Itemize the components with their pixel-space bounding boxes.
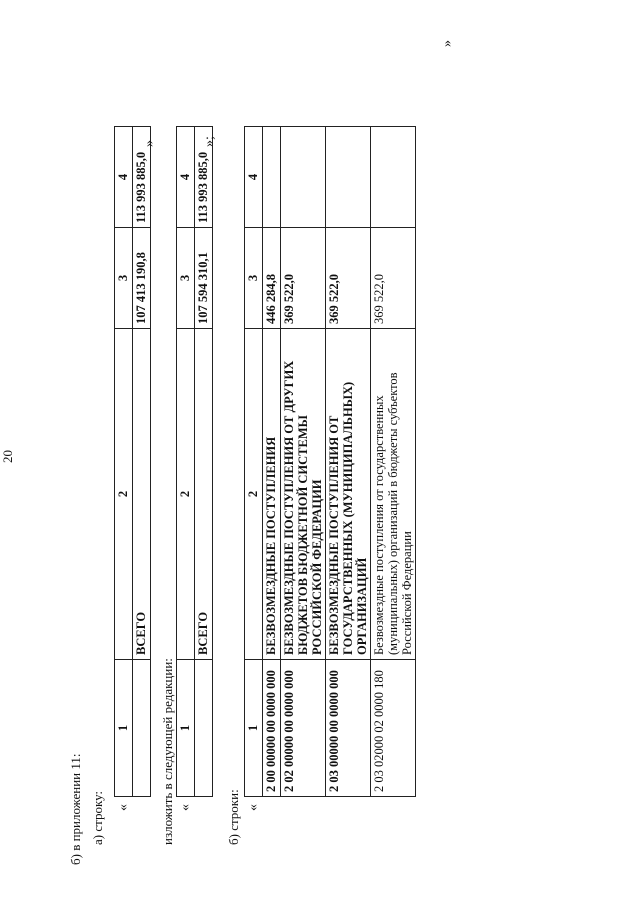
header-col-2: 2 bbox=[115, 329, 133, 660]
header-col-4: 4 bbox=[115, 127, 133, 228]
cell-code bbox=[195, 660, 213, 797]
table-row bbox=[281, 127, 326, 797]
cell-code: 2 03 02000 02 0000 180 bbox=[371, 660, 416, 797]
header-col-2: 2 bbox=[177, 329, 195, 660]
cell-value-3: 369 522,0 bbox=[281, 228, 326, 329]
cell-value-3: 369 522,0 bbox=[371, 228, 416, 329]
header-col-3: 3 bbox=[245, 228, 263, 329]
cell-name: БЕЗВОЗМЕЗДНЫЕ ПОСТУПЛЕНИЯ ОТ ДРУГИХ БЮДЖЕТОВ БЮДЖЕТНОЙ СИСТЕМЫ РОССИЙСКОЙ ФЕДЕРАЦИИ bbox=[281, 329, 326, 660]
header-col-2: 2 bbox=[245, 329, 263, 660]
cell-name: Безвозмездные поступления от государственных (муниципальных) организаций в бюджеты субъектов Российской Федерации bbox=[371, 329, 416, 660]
table-row bbox=[263, 127, 281, 797]
table-row bbox=[326, 127, 371, 797]
open-quote: « bbox=[116, 804, 131, 811]
close-quote: » bbox=[142, 140, 157, 147]
table-header-row bbox=[177, 127, 195, 797]
cell-code: 2 00 00000 00 0000 000 bbox=[263, 660, 281, 797]
cell-value-4: 113 993 885,0 bbox=[133, 127, 151, 228]
header-col-1: 1 bbox=[177, 660, 195, 797]
table-rows bbox=[244, 126, 416, 797]
header-col-1: 1 bbox=[245, 660, 263, 797]
page-number: 20 bbox=[0, 450, 15, 463]
cell-value-3: 107 413 190,8 bbox=[133, 228, 151, 329]
cell-value-4 bbox=[371, 127, 416, 228]
cell-name: БЕЗВОЗМЕЗДНЫЕ ПОСТУПЛЕНИЯ bbox=[263, 329, 281, 660]
replace-instruction: изложить в следующей редакции: bbox=[160, 658, 175, 845]
cell-value-4 bbox=[326, 127, 371, 228]
table-old-total bbox=[114, 126, 151, 797]
table-new-total bbox=[176, 126, 213, 797]
header-col-1: 1 bbox=[115, 660, 133, 797]
cell-value-4 bbox=[281, 127, 326, 228]
cell-value-3: 107 594 310,1 bbox=[195, 228, 213, 329]
cell-code: 2 02 00000 00 0000 000 bbox=[281, 660, 326, 797]
cell-code bbox=[133, 660, 151, 797]
cell-code: 2 03 00000 00 0000 000 bbox=[326, 660, 371, 797]
header-col-3: 3 bbox=[115, 228, 133, 329]
table-header-row bbox=[115, 127, 133, 797]
close-quote: » bbox=[440, 40, 455, 47]
table-header-row bbox=[245, 127, 263, 797]
cell-name: ВСЕГО bbox=[195, 329, 213, 660]
table-row bbox=[195, 127, 213, 797]
cell-value-4 bbox=[263, 127, 281, 228]
cell-value-3: 446 284,8 bbox=[263, 228, 281, 329]
cell-name: БЕЗВОЗМЕЗДНЫЕ ПОСТУПЛЕНИЯ ОТ ГОСУДАРСТВЕННЫХ (МУНИЦИПАЛЬНЫХ) ОРГАНИЗАЦИЙ bbox=[326, 329, 371, 660]
cell-value-3: 369 522,0 bbox=[326, 228, 371, 329]
item-b-label: б) строки: bbox=[226, 789, 241, 845]
close-quote-semicolon: »; bbox=[202, 136, 217, 147]
table-row bbox=[133, 127, 151, 797]
table-row bbox=[371, 127, 416, 797]
cell-value-4: 113 993 885,0 bbox=[195, 127, 213, 228]
open-quote: « bbox=[246, 804, 261, 811]
open-quote: « bbox=[178, 804, 193, 811]
section-b-intro: б) в приложении 11: bbox=[68, 753, 83, 865]
cell-name: ВСЕГО bbox=[133, 329, 151, 660]
header-col-4: 4 bbox=[177, 127, 195, 228]
header-col-4: 4 bbox=[245, 127, 263, 228]
item-a-label: а) строку: bbox=[90, 790, 105, 845]
header-col-3: 3 bbox=[177, 228, 195, 329]
